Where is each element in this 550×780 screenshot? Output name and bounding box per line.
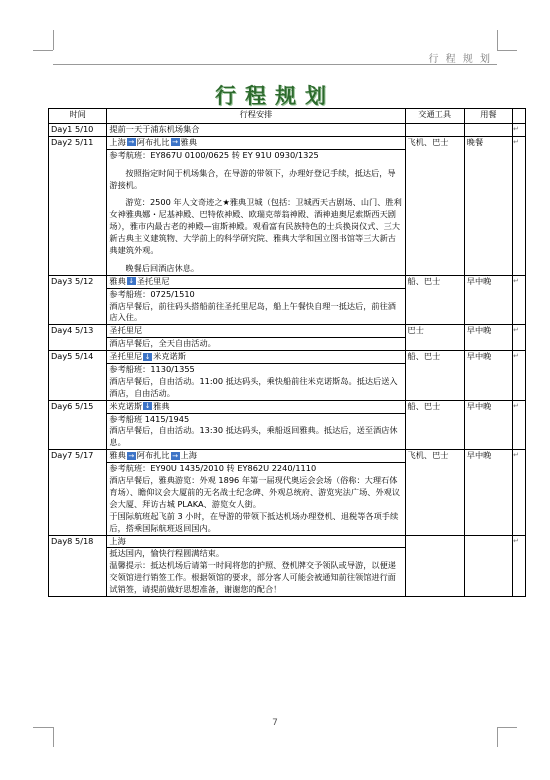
route-place: 雅典 — [180, 136, 197, 147]
route-arrow-icon: → — [172, 451, 178, 460]
itinerary-text: 抵达国内，愉快行程圆满结束。 — [109, 548, 225, 559]
cell-end-mark: ↵ — [513, 325, 526, 351]
day-cell: Day6 5/15 — [49, 400, 107, 450]
transport-cell: 巴士 — [405, 325, 464, 351]
arrangement-cell — [107, 124, 405, 137]
transport-cell — [405, 124, 464, 137]
day-cell: Day5 5/14 — [49, 351, 107, 401]
details-box — [107, 462, 404, 534]
route-place: 米克诺斯 — [153, 351, 186, 362]
details-box — [107, 413, 404, 450]
itinerary-text: 酒店早餐后，全天自由活动。 — [109, 338, 216, 349]
arrangement-cell — [107, 275, 405, 325]
route-arrow-icon: → — [128, 138, 135, 147]
route-place: 圣托里尼 — [109, 351, 143, 362]
table-row — [49, 124, 526, 137]
meal-cell: 早中晚 — [464, 400, 512, 450]
transport-cell: 飞机、巴士 — [405, 450, 464, 535]
crop-mark-bottom-left — [53, 727, 54, 747]
itinerary-text: 酒店早餐后，雅典游览：外观 1896 年第一届现代奥运会会场（俗称：大理石体育场）、瞻仰议会大厦前的无名战士纪念碑、外观总统府、游览宪法广场、外观议会大厦、拜访古城 PLAKA、游览女人街。 — [109, 475, 401, 509]
route-line — [109, 536, 402, 548]
meal-cell — [464, 124, 512, 137]
transport-cell: 船、巴士 — [405, 351, 464, 401]
route-line — [109, 401, 402, 413]
flight-info: 参考船班 1415/1945 — [109, 413, 190, 424]
details-box — [107, 337, 404, 350]
running-header: 行 程 规 划 — [428, 54, 492, 65]
day-cell: Day7 5/17 — [49, 450, 107, 535]
day-cell: Day3 5/12 — [49, 275, 107, 325]
route-place: 圣托里尼 — [109, 325, 143, 336]
route-line — [109, 450, 402, 462]
crop-mark-top-right — [497, 30, 498, 50]
day-cell: Day2 5/11 — [49, 136, 107, 275]
flight-info: 参考船班：1130/1355 — [109, 364, 195, 375]
table-row — [49, 325, 526, 351]
header-arrangement: 行程安排 — [107, 109, 405, 124]
table-header-row — [49, 109, 526, 124]
header-time: 时间 — [49, 109, 107, 124]
flight-info: 参考船班：0725/1510 — [109, 288, 195, 299]
transport-cell: 飞机、巴士 — [405, 136, 464, 275]
details-box — [107, 288, 404, 325]
itinerary-text: 温馨提示：抵达机场后请第一时间将您的护照、登机牌交予领队或导游，以便递交领馆进行销签工作。根据领馆的要求，部分客人可能会被通知前往领馆进行面试销签，请提前做好思想准备，谢谢您的配合！ — [109, 560, 396, 595]
itinerary-text: 按照指定时间于机场集合，在导游的带领下，办理好登记手续，抵达后，导游接机。 — [109, 167, 396, 190]
arrangement-cell — [107, 450, 405, 535]
route-line — [109, 351, 402, 363]
itinerary-text: 游览：2500 年人文奇迹之★雅典卫城（包括：卫城西天古剧场、山门、胜利女神雅典娜・尼基神殿、巴特侬神殿、欧瑞克蒂翁神殿、酒神迪奥尼索斯西天剧场），雅市内最古老的神殿—宙斯神殿。观看富有民族特色的士兵换岗仪式、三大新古典主义建筑物、大学前上的科学研究院、雅典大学和国立图书馆等三大新古典建筑外观。 — [109, 197, 402, 256]
transport-cell: 船、巴士 — [405, 275, 464, 325]
day-cell: Day4 5/13 — [49, 325, 107, 351]
table-body — [49, 124, 526, 597]
arrangement-cell — [107, 535, 405, 596]
route-place: 上海 — [180, 450, 197, 461]
itinerary-text: 晚餐后回酒店休息。 — [125, 262, 200, 273]
transport-cell: 船、巴士 — [405, 400, 464, 450]
meal-cell: 早中晚 — [464, 325, 512, 351]
route-line — [109, 325, 402, 337]
route-line — [109, 137, 402, 149]
itinerary-table — [48, 108, 526, 597]
itinerary-text: 于国际航班起飞前 3 小时，在导游的带领下抵达机场办理登机、退税等各项手续后，搭乘国际航班返回国内。 — [109, 510, 399, 533]
table-row — [49, 450, 526, 535]
route-arrow-icon: ↓ — [128, 277, 135, 286]
route-place: 米克诺斯 — [109, 400, 143, 411]
table-row — [49, 535, 526, 596]
itinerary-text: 酒店早餐后，自由活动。13:30 抵达码头，乘船返回雅典。抵达后，送至酒店休息。 — [109, 425, 398, 448]
route-place: 雅典 — [153, 400, 170, 411]
route-line: 提前一天于浦东机场集合 — [109, 124, 200, 134]
arrangement-cell — [107, 136, 405, 275]
header-transport: 交通工具 — [405, 109, 464, 124]
meal-cell — [464, 535, 512, 596]
arrangement-cell — [107, 325, 405, 351]
meal-cell: 早中晚 — [464, 450, 512, 535]
cell-end-mark: ↵ — [513, 351, 526, 401]
cell-end-mark: ↵ — [513, 400, 526, 450]
crop-mark-bottom-right — [497, 727, 498, 747]
crop-mark-top-right — [497, 50, 517, 51]
header-rule — [53, 64, 497, 65]
itinerary-text: 酒店早餐后，前往码头搭船前往圣托里尼岛，船上午餐快自理一抵达后，前往酒店入住。 — [109, 300, 396, 323]
page-number: 7 — [272, 718, 278, 728]
route-arrow-icon: ↓ — [144, 402, 151, 411]
meal-cell: 早中晚 — [464, 275, 512, 325]
table-row — [49, 136, 526, 275]
arrangement-cell — [107, 351, 405, 401]
route-place: 雅典 — [109, 275, 126, 286]
flight-info: 参考航班：EY867U 0100/0625 转 EY 91U 0930/1325 — [109, 149, 319, 160]
cell-end-mark: ↵ — [513, 136, 526, 275]
arrangement-cell — [107, 400, 405, 450]
route-line — [109, 276, 402, 288]
meal-cell: 晚餐 — [464, 136, 512, 275]
route-arrow-icon: ↓ — [144, 352, 151, 361]
route-arrow-icon: → — [172, 138, 178, 147]
crop-mark-top-left — [53, 30, 54, 50]
header-meal: 用餐 — [464, 109, 512, 124]
route-place: 阿布扎比 — [136, 450, 170, 461]
itinerary-text: 酒店早餐后，自由活动。11:00 抵达码头，乘快船前往米克诺斯岛。抵达后送入酒店，自由活动。 — [109, 375, 398, 398]
day-cell: Day8 5/18 — [49, 535, 107, 596]
route-place: 上海 — [109, 535, 126, 546]
cell-end-mark — [513, 109, 526, 124]
route-place: 圣托里尼 — [136, 275, 170, 286]
cell-end-mark: ↵ — [513, 275, 526, 325]
day-cell: Day1 5/10 — [49, 124, 107, 137]
table-row — [49, 400, 526, 450]
table-row — [49, 351, 526, 401]
crop-mark-top-left — [33, 50, 53, 51]
cell-end-mark: ↵ — [513, 450, 526, 535]
transport-cell — [405, 535, 464, 596]
flight-info: 参考航班：EY90U 1435/2010 转 EY862U 2240/1110 — [109, 463, 317, 474]
route-arrow-icon: → — [128, 451, 135, 460]
cell-end-mark: ↵ — [513, 124, 526, 137]
table-row — [49, 275, 526, 325]
meal-cell: 早中晚 — [464, 351, 512, 401]
details-box — [107, 547, 404, 596]
details-box — [107, 149, 404, 275]
route-place: 雅典 — [109, 450, 126, 461]
route-place: 上海 — [109, 136, 126, 147]
page-title: 行程规划 — [215, 84, 335, 108]
cell-end-mark: ↵ — [513, 535, 526, 596]
details-box — [107, 363, 404, 400]
route-place: 阿布扎比 — [136, 136, 170, 147]
